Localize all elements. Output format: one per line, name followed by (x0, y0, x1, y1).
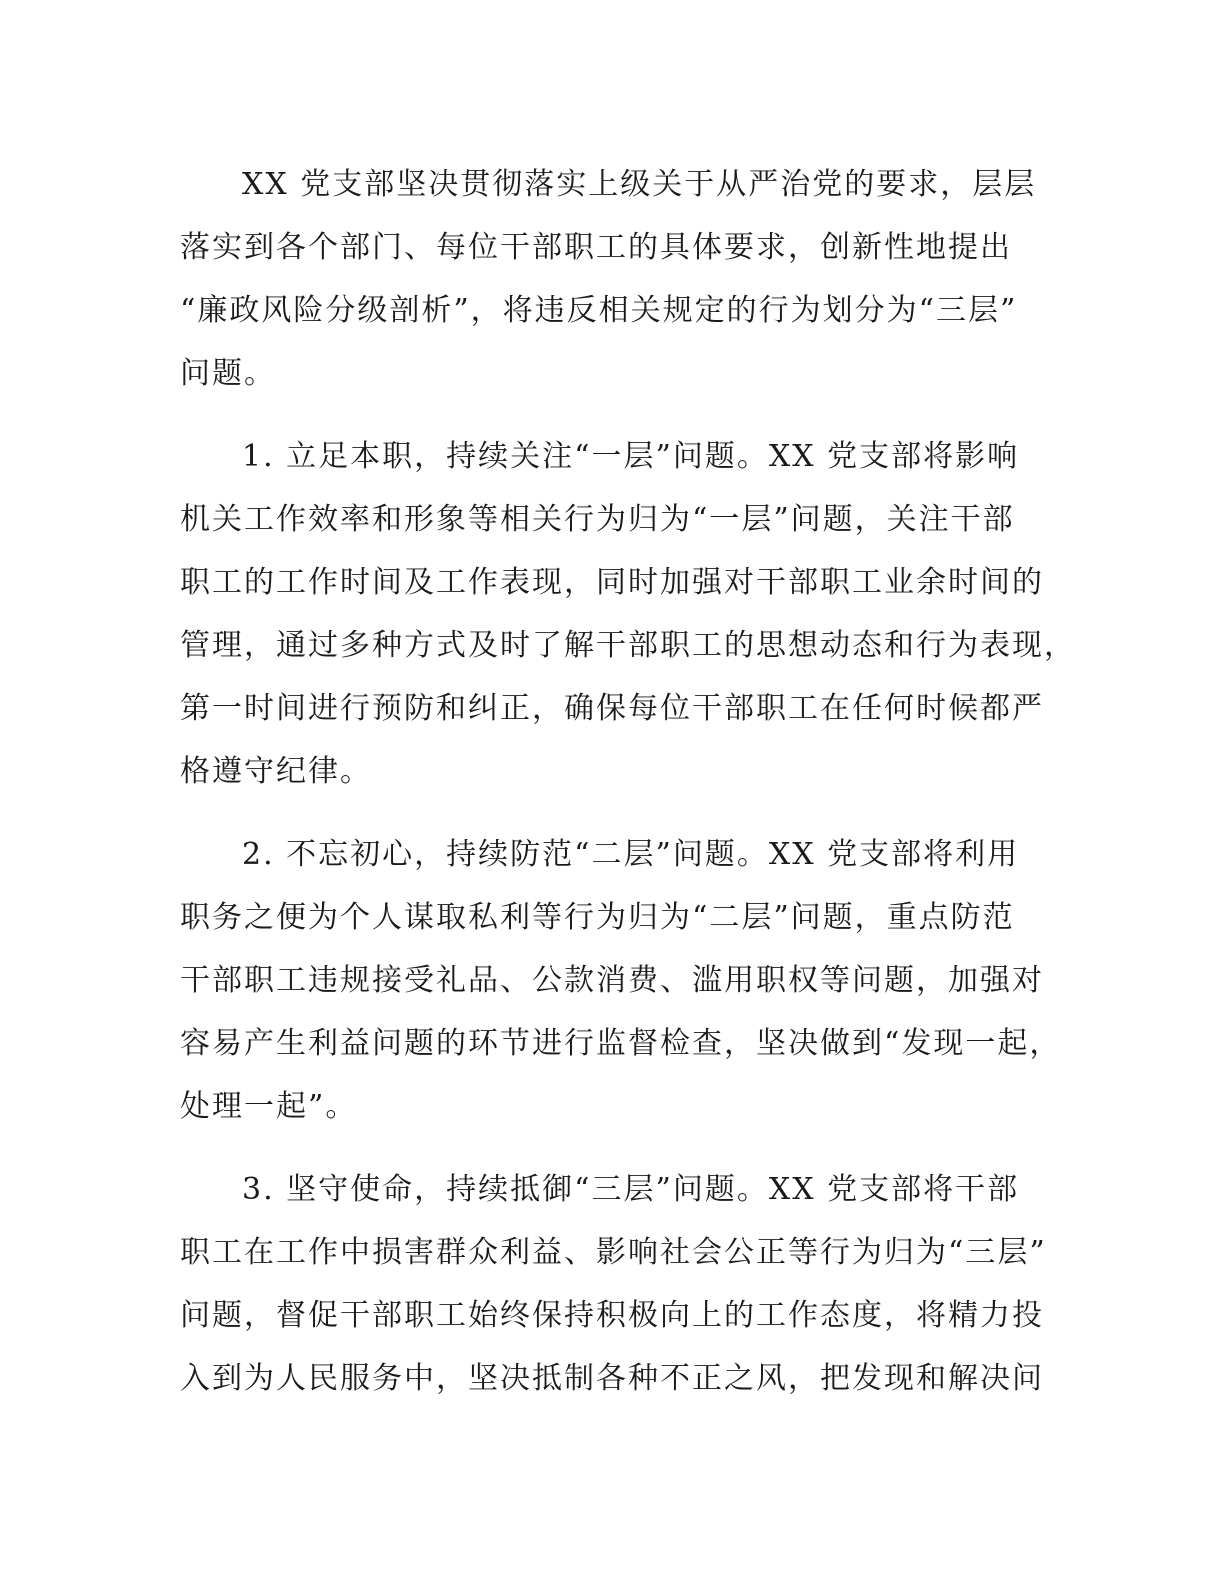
paragraph-layer-two (180, 823, 1060, 1138)
text-line: 入到为人民服务中，坚决抵制各种不正之风，把发现和解决问 (180, 1361, 1044, 1396)
text-line: 问题。 (180, 356, 276, 391)
document-page (180, 153, 1076, 1430)
text-line: 职工在工作中损害群众利益、影响社会公正等行为归为“三层” (180, 1235, 1047, 1270)
text-line: 问题，督促干部职工始终保持积极向上的工作态度，将精力投 (180, 1298, 1044, 1333)
text-line: 3. 坚守使命，持续抵御“三层”问题。XX 党支部将干部 (242, 1172, 1020, 1207)
text-line: 职务之便为个人谋取私利等行为归为“二层”问题，重点防范 (180, 900, 1015, 935)
text-line: 落实到各个部门、每位干部职工的具体要求，创新性地提出 (180, 230, 1012, 265)
text-line: 管理，通过多种方式及时了解干部职工的思想动态和行为表现， (180, 628, 1076, 663)
text-line: 容易产生利益问题的环节进行监督检查，坚决做到“发现一起， (180, 1026, 1062, 1061)
text-line: 职工的工作时间及工作表现，同时加强对干部职工业余时间的 (180, 565, 1044, 600)
text-line: “廉政风险分级剖析”，将违反相关规定的行为划分为“三层” (180, 293, 1018, 328)
paragraph-layer-three (180, 1158, 1060, 1410)
text-line: XX 党支部坚决贯彻落实上级关于从严治党的要求，层层 (242, 167, 1037, 202)
text-line: 格遵守纪律。 (180, 754, 372, 789)
paragraph-intro (180, 153, 1060, 405)
text-line: 机关工作效率和形象等相关行为归为“一层”问题，关注干部 (180, 502, 1015, 537)
text-line: 1. 立足本职，持续关注“一层”问题。XX 党支部将影响 (242, 439, 1020, 474)
text-line: 第一时间进行预防和纠正，确保每位干部职工在任何时候都严 (180, 691, 1044, 726)
text-line: 处理一起”。 (180, 1089, 358, 1124)
paragraph-layer-one (180, 425, 1076, 803)
text-line: 干部职工违规接受礼品、公款消费、滥用职权等问题，加强对 (180, 963, 1044, 998)
text-line: 2. 不忘初心，持续防范“二层”问题。XX 党支部将利用 (242, 837, 1020, 872)
